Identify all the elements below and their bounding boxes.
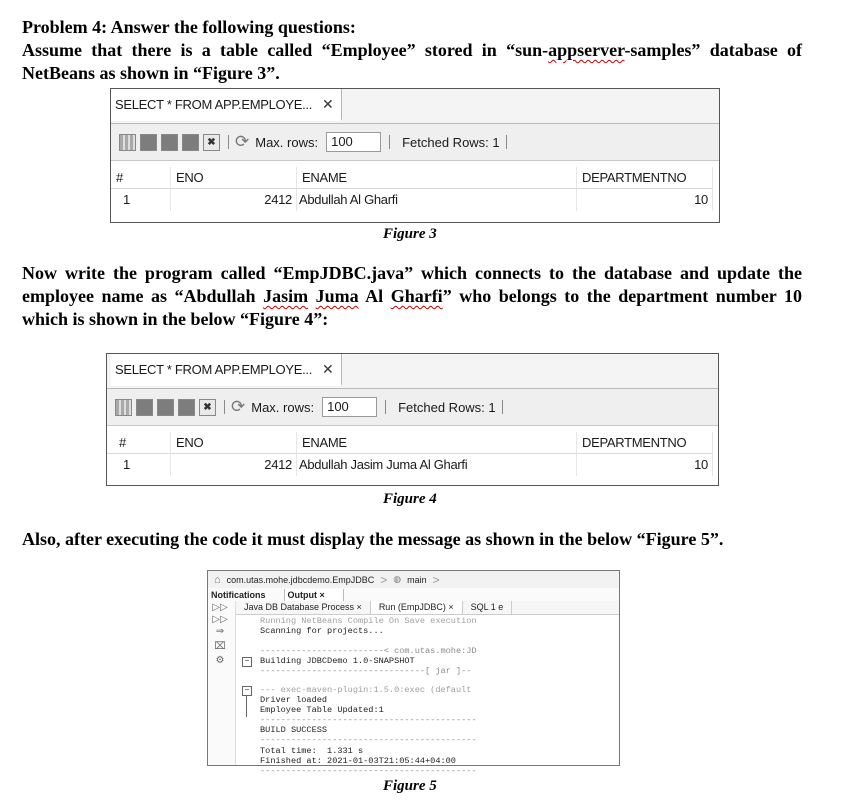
fold-minus-icon[interactable]: − [242,686,252,696]
stop-arrow-icon[interactable]: ⇒ [215,626,225,637]
fig4-toolbar-separator [502,400,503,414]
fig3-cell-rownum: 1 [111,189,171,211]
fig3-maxrows-input[interactable]: 100 [326,132,381,152]
fig3-fetched-rows: Fetched Rows: 1 [402,134,500,150]
figure-3-caption: Figure 3 [383,226,437,242]
tab-notifications[interactable]: Notifications [208,589,285,601]
spell-marked-word: Jasim [263,286,309,306]
console-line: Driver loaded [260,695,328,705]
fold-minus-icon[interactable]: − [242,657,252,667]
table-row[interactable] [111,189,719,211]
fig4-col-ename[interactable]: ENAME [297,432,577,454]
fig4-refresh-icon[interactable]: ⟳ [231,397,246,416]
fig3-query-tab[interactable] [111,89,342,121]
fig3-result-grid [111,161,719,222]
fig3-toolbar-separator [228,135,229,149]
problem-task [22,262,802,331]
fig4-close-icon[interactable]: ✕ [322,360,334,377]
fig5-breadcrumb [208,571,619,589]
fig5-output-window [207,570,620,776]
clear-output-icon[interactable]: ⌧ [214,641,226,652]
fig3-cell-ename[interactable]: Abdullah Al Gharfi [297,189,577,211]
fig4-fetched-rows: Fetched Rows: 1 [398,399,496,415]
console-line: ------------------------< com.utas.mohe:JD [260,646,477,656]
intro-text-a: Assume that there is a table called “Employee” stored in “sun- [22,40,549,60]
fold-guide [246,695,247,717]
spell-marked-word: appserver [548,40,625,60]
rerun-with-options-icon[interactable]: ▷▷ [212,614,228,625]
tab-output[interactable]: Output × [285,589,344,601]
fig5-side-toolbar [208,601,236,765]
task-text-c: ” who belongs to the department number 10 which is shown in the below “Figure 4”: [22,286,802,329]
task-space [308,286,316,306]
table-row[interactable] [107,454,718,476]
fig3-commit-icon[interactable] [161,134,178,151]
fig4-result-grid [107,426,718,485]
spell-marked-word: Juma [315,286,359,306]
fig3-toolbar-separator [389,135,390,149]
console-line: Running NetBeans Compile On Save execution [260,616,477,626]
fig4-toolbar [107,389,718,426]
fig4-results-panel [106,353,719,486]
task-text-a: Now write the program called “EmpJDBC.java” which connects to the database and update the employee name as “Abdullah [22,263,802,306]
task-text-b: Al [358,286,391,306]
method-icon: ◍ [393,574,402,584]
problem-heading: Problem 4: Answer the following questions: [22,17,356,37]
intro-text-b: -samples” database of NetBeans as shown in “Figure 3”. [22,40,802,83]
fig5-output-subtabs [236,601,619,615]
fig4-commit-icon[interactable] [157,399,174,416]
fig3-tabstrip [111,89,719,124]
fig4-cell-ename[interactable]: Abdullah Jasim Juma Al Gharfi [297,454,577,476]
fig4-query-tab[interactable] [111,354,342,386]
fig4-col-departmentno[interactable]: DEPARTMENTNO [577,432,713,454]
fig3-maxrows-label: Max. rows: [255,134,319,150]
fig3-close-icon[interactable]: ✕ [322,95,334,112]
fig3-cell-eno[interactable]: 2412 [171,189,297,211]
fig4-cell-departmentno[interactable]: 10 [577,454,713,476]
fig5-window-tabs [208,588,619,602]
fig3-insert-row-icon[interactable] [119,134,136,151]
problem-also: Also, after executing the code it must display the message as shown in the below “Figure 5”. [22,529,724,549]
fig5-console-output [236,615,619,776]
rerun-icon[interactable]: ▷▷ [212,602,228,613]
figure-5-caption: Figure 5 [383,778,437,794]
console-line: ------------------------------------------ [260,715,477,725]
fig3-refresh-icon[interactable]: ⟳ [235,132,250,151]
chevron-right-icon: > [380,572,388,587]
fig4-maxrows-input[interactable]: 100 [322,397,377,417]
fig4-cell-eno[interactable]: 2412 [171,454,297,476]
console-line: ------------------------------------------ [260,766,477,776]
fig4-tab-title: SELECT * FROM APP.EMPLOYE... [115,361,313,377]
fig3-cancel-edits-icon[interactable] [182,134,199,151]
fig3-toolbar [111,124,719,161]
problem-intro [22,39,802,85]
console-line: --- exec-maven-plugin:1.5.0:exec (default [260,685,472,695]
tab-run-empjdbc[interactable]: Run (EmpJDBC) × [371,601,463,614]
fig3-col-rownum[interactable]: # [111,167,171,189]
fig3-toolbar-separator [506,135,507,149]
console-line: Finished at: 2021-01-03T21:05:44+04:00 [260,756,456,766]
fig3-cell-departmentno[interactable]: 10 [577,189,713,211]
spell-marked-word: Gharfi [390,286,443,306]
fig4-insert-row-icon[interactable] [115,399,132,416]
tab-javadb-process[interactable]: Java DB Database Process × [236,601,371,614]
breadcrumb-method[interactable]: main [407,574,427,585]
console-line: BUILD SUCCESS [260,725,328,735]
fig4-toolbar-separator [385,400,386,414]
console-line: --------------------------------[ jar ]-- [260,666,472,676]
fig4-tabstrip [107,354,718,389]
console-line: ------------------------------------------ [260,735,477,745]
console-line: Employee Table Updated:1 [260,705,384,715]
fig4-delete-row-icon[interactable] [136,399,153,416]
fig3-col-ename[interactable]: ENAME [297,167,577,189]
fig3-tab-title: SELECT * FROM APP.EMPLOYE... [115,96,313,112]
fig3-col-eno[interactable]: ENO [171,167,297,189]
figure-4-caption: Figure 4 [383,491,437,507]
fig4-toolbar-separator [224,400,225,414]
settings-icon[interactable]: ⚙ [215,655,225,666]
tab-sql[interactable]: SQL 1 e [463,601,513,614]
console-line: Building JDBCDemo 1.0-SNAPSHOT [260,656,415,666]
fig4-cell-rownum: 1 [107,454,171,476]
console-line: Scanning for projects... [260,626,384,636]
fig4-cancel-edits-icon[interactable] [178,399,195,416]
fig4-col-rownum[interactable]: # [107,432,171,454]
chevron-right-icon: > [432,572,440,587]
fig3-delete-row-icon[interactable] [140,134,157,151]
fig4-truncate-icon[interactable]: ✖ [199,399,216,416]
fig4-col-eno[interactable]: ENO [171,432,297,454]
fig3-truncate-icon[interactable]: ✖ [203,134,220,151]
breadcrumb-class[interactable]: com.utas.mohe.jdbcdemo.EmpJDBC [226,574,375,585]
fig3-header-row [111,167,719,189]
project-icon: ⌂ [214,573,221,586]
fig3-results-panel [110,88,720,223]
console-line: Total time: 1.331 s [260,746,364,756]
fig3-col-departmentno[interactable]: DEPARTMENTNO [577,167,713,189]
fig4-header-row [107,432,718,454]
fig4-maxrows-label: Max. rows: [251,399,315,415]
